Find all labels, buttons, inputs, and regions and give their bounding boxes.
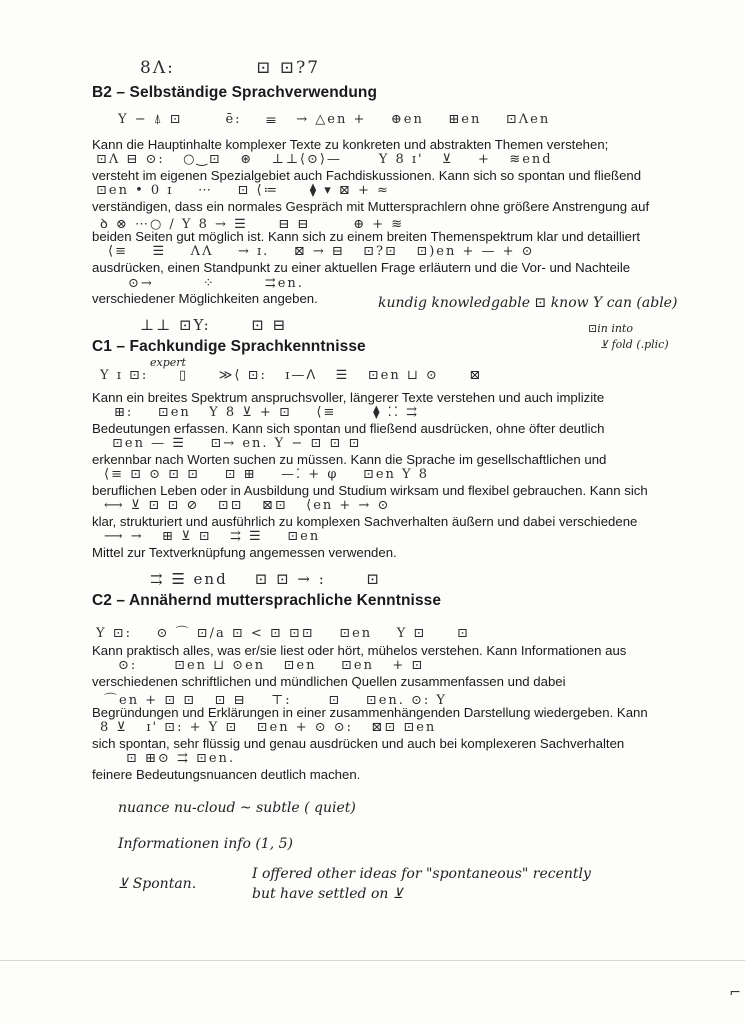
glyph-row: 8 ⊻ ɪ' ⊡: + Y ⊡ ⊡en + ⊙ ⊙: ⊠⊡ ⊡en <box>100 720 437 735</box>
handwritten-note-spontan: ⊻ Spontan. <box>118 876 197 892</box>
handwritten-note-offered: I offered other ideas for "spontaneous" recently <box>252 866 591 882</box>
glyph-row: ⊡en — ☰ ⊡→ en. Y − ⊡ ⊡ ⊡ <box>112 436 362 451</box>
text-line: Mittel zur Textverknüpfung angemessen verwenden. <box>92 545 397 560</box>
handwritten-note-informationen: Informationen info (1, 5) <box>118 836 293 852</box>
glyph-row: ⟶ → ⊞ ⊻ ⊡ ⇉ ☰ ⊡en <box>104 529 321 544</box>
text-line: verständigen, dass ein normales Gespräch mit Muttersprachlern ohne größere Anstrengung auf <box>92 199 650 214</box>
handwritten-note-nuance: nuance nu-cloud ~ subtle ( quiet) <box>118 800 356 816</box>
text-line: beruflichen Leben oder in Ausbildung und Studium wirksam und flexibel gebrauchen. Kann sich <box>92 483 648 498</box>
handwritten-note-in-into: ⊡in into <box>588 322 633 335</box>
glyph-row: ⊙: ⊡en ⊔ ⊙en ⊡en ⊡en + ⊡ <box>118 658 425 673</box>
glyph-row: ⊙→ ⁘ ⇉en. <box>128 276 304 291</box>
text-line: beiden Seiten gut möglich ist. Kann sich zu einem breiten Themenspektrum klar und detailliert <box>92 229 641 244</box>
glyph-row: Y ɪ ⊡: ▯ ≫⟨ ⊡: ɪ—ᐱ ☰ ⊡en ⊔ ⊙ ⊠ <box>100 368 483 383</box>
page-corner-mark: ⌐ <box>729 985 741 1001</box>
text-line: verschiedener Möglichkeiten angeben. <box>92 291 318 306</box>
section-title-b2: B2 – Selbständige Sprachverwendung <box>92 84 378 101</box>
handwritten-note-expert: expert <box>150 356 186 369</box>
glyph-row: ꝺ ⊗ ⋯○ / Y 8 → ☰ ⊟ ⊟ ⊕ + ≋ <box>100 217 405 232</box>
glyph-row: ⊡ ⊞⊙ ⇉ ⊡en. <box>126 751 236 766</box>
glyph-heading-row: 8Λ: ⊡ ⊡?7 <box>140 58 321 78</box>
handwritten-note-settled: but have settled on ⊻ <box>252 886 404 902</box>
handwritten-note-kundig: kundig knowledgable ⊡ know Y can (able) <box>378 295 678 311</box>
glyph-row: ⌒en + ⊡ ⊡ ⊡ ⊟ ⊤: ⊡ ⊡en. ⊙: Y <box>104 693 448 708</box>
glyph-row: Y ⊡: ⊙ ⌒ ⊡/a ⊡ < ⊡ ⊡⊡ ⊡en Y ⊡ ⊡ <box>96 626 470 641</box>
glyph-row: ⊥⊥ ⊡Y: ⊡ ⊟ <box>140 316 288 334</box>
text-line: Begründungen und Erklärungen in einer zusammenhängenden Darstellung wiedergeben. Kann <box>92 705 648 720</box>
text-line: Bedeutungen erfassen. Kann sich spontan und fließend ausdrücken, ohne öfter deutlich <box>92 421 605 436</box>
text-line: ausdrücken, einen Standpunkt zu einer aktuellen Frage erläutern und die Vor- und Nachteile <box>92 260 631 275</box>
text-line: feinere Bedeutungsnuancen deutlich machen. <box>92 767 361 782</box>
text-line: versteht im eigenen Spezialgebiet auch Fachdiskussionen. Kann sich so spontan und fließend <box>92 168 642 183</box>
page-edge <box>0 960 745 961</box>
text-line: erkennbar nach Worten suchen zu müssen. Kann die Sprache im gesellschaftlichen und <box>92 452 607 467</box>
glyph-row: ⊞: ⊡en Y 8 ⊻ + ⊡ ⟨≡ ⧫ ⁚⁚ ⇉ <box>114 405 419 420</box>
text-line: sich spontan, sehr flüssig und genau ausdrücken und auch bei komplexeren Sachverhalten <box>92 736 625 751</box>
glyph-row: ⟷ ⊻ ⊡ ⊡ ⊘ ⊡⊡ ⊠⊡ ⟨en + → ⊙ <box>104 498 391 513</box>
text-line: verschiedenen schriftlichen und mündlichen Quellen zusammenfassen und dabei <box>92 674 566 689</box>
text-line: klar, strukturiert und ausführlich zu komplexen Sachverhalten äußern und dabei verschiedene <box>92 514 638 529</box>
section-title-c2: C2 – Annähernd muttersprachliche Kenntnisse <box>92 592 442 609</box>
text-line: Kann praktisch alles, was er/sie liest oder hört, mühelos verstehen. Kann Informationen aus <box>92 643 627 658</box>
section-title-c1: C1 – Fachkundige Sprachkenntnisse <box>92 338 366 355</box>
text-line: Kann die Hauptinhalte komplexer Texte zu konkreten und abstrakten Themen verstehen; <box>92 137 609 152</box>
text-line: Kann ein breites Spektrum anspruchsvoller, längerer Texte verstehen und auch implizite <box>92 390 605 405</box>
glyph-row: ⟨≡ ⊡ ⊙ ⊡ ⊡ ⊡ ⊞ —⁚ + φ ⊡en Y 8 <box>104 467 430 482</box>
glyph-row: Y − ⍋ ⊡ ē: ☰ → △en + ⊕en ⊞en ⊡Λen <box>118 112 551 127</box>
glyph-row: ⊡Λ ⊟ ⊙: ○‿⊡ ⊛ ⊥⊥⟨⊙⟩— Y 8 ɪ' ⊻ + ≋end <box>96 152 553 167</box>
handwritten-note-fold: ⊻ fold (.plic) <box>600 338 669 351</box>
glyph-row: ⊡en • 0 ɪ ⋯ ⊡ ⟨≔ ⧫ ▾ ⊠ + ≈ <box>96 183 390 198</box>
glyph-row: ⇉ ☰ end ⊡ ⊡ → : ⊡ <box>150 570 382 588</box>
glyph-row: ⟨≡ ☰ ΛΛ → ɪ. ⊠ → ⊟ ⊡?⊡ ⊡)en + — + ⊙ <box>108 244 535 259</box>
